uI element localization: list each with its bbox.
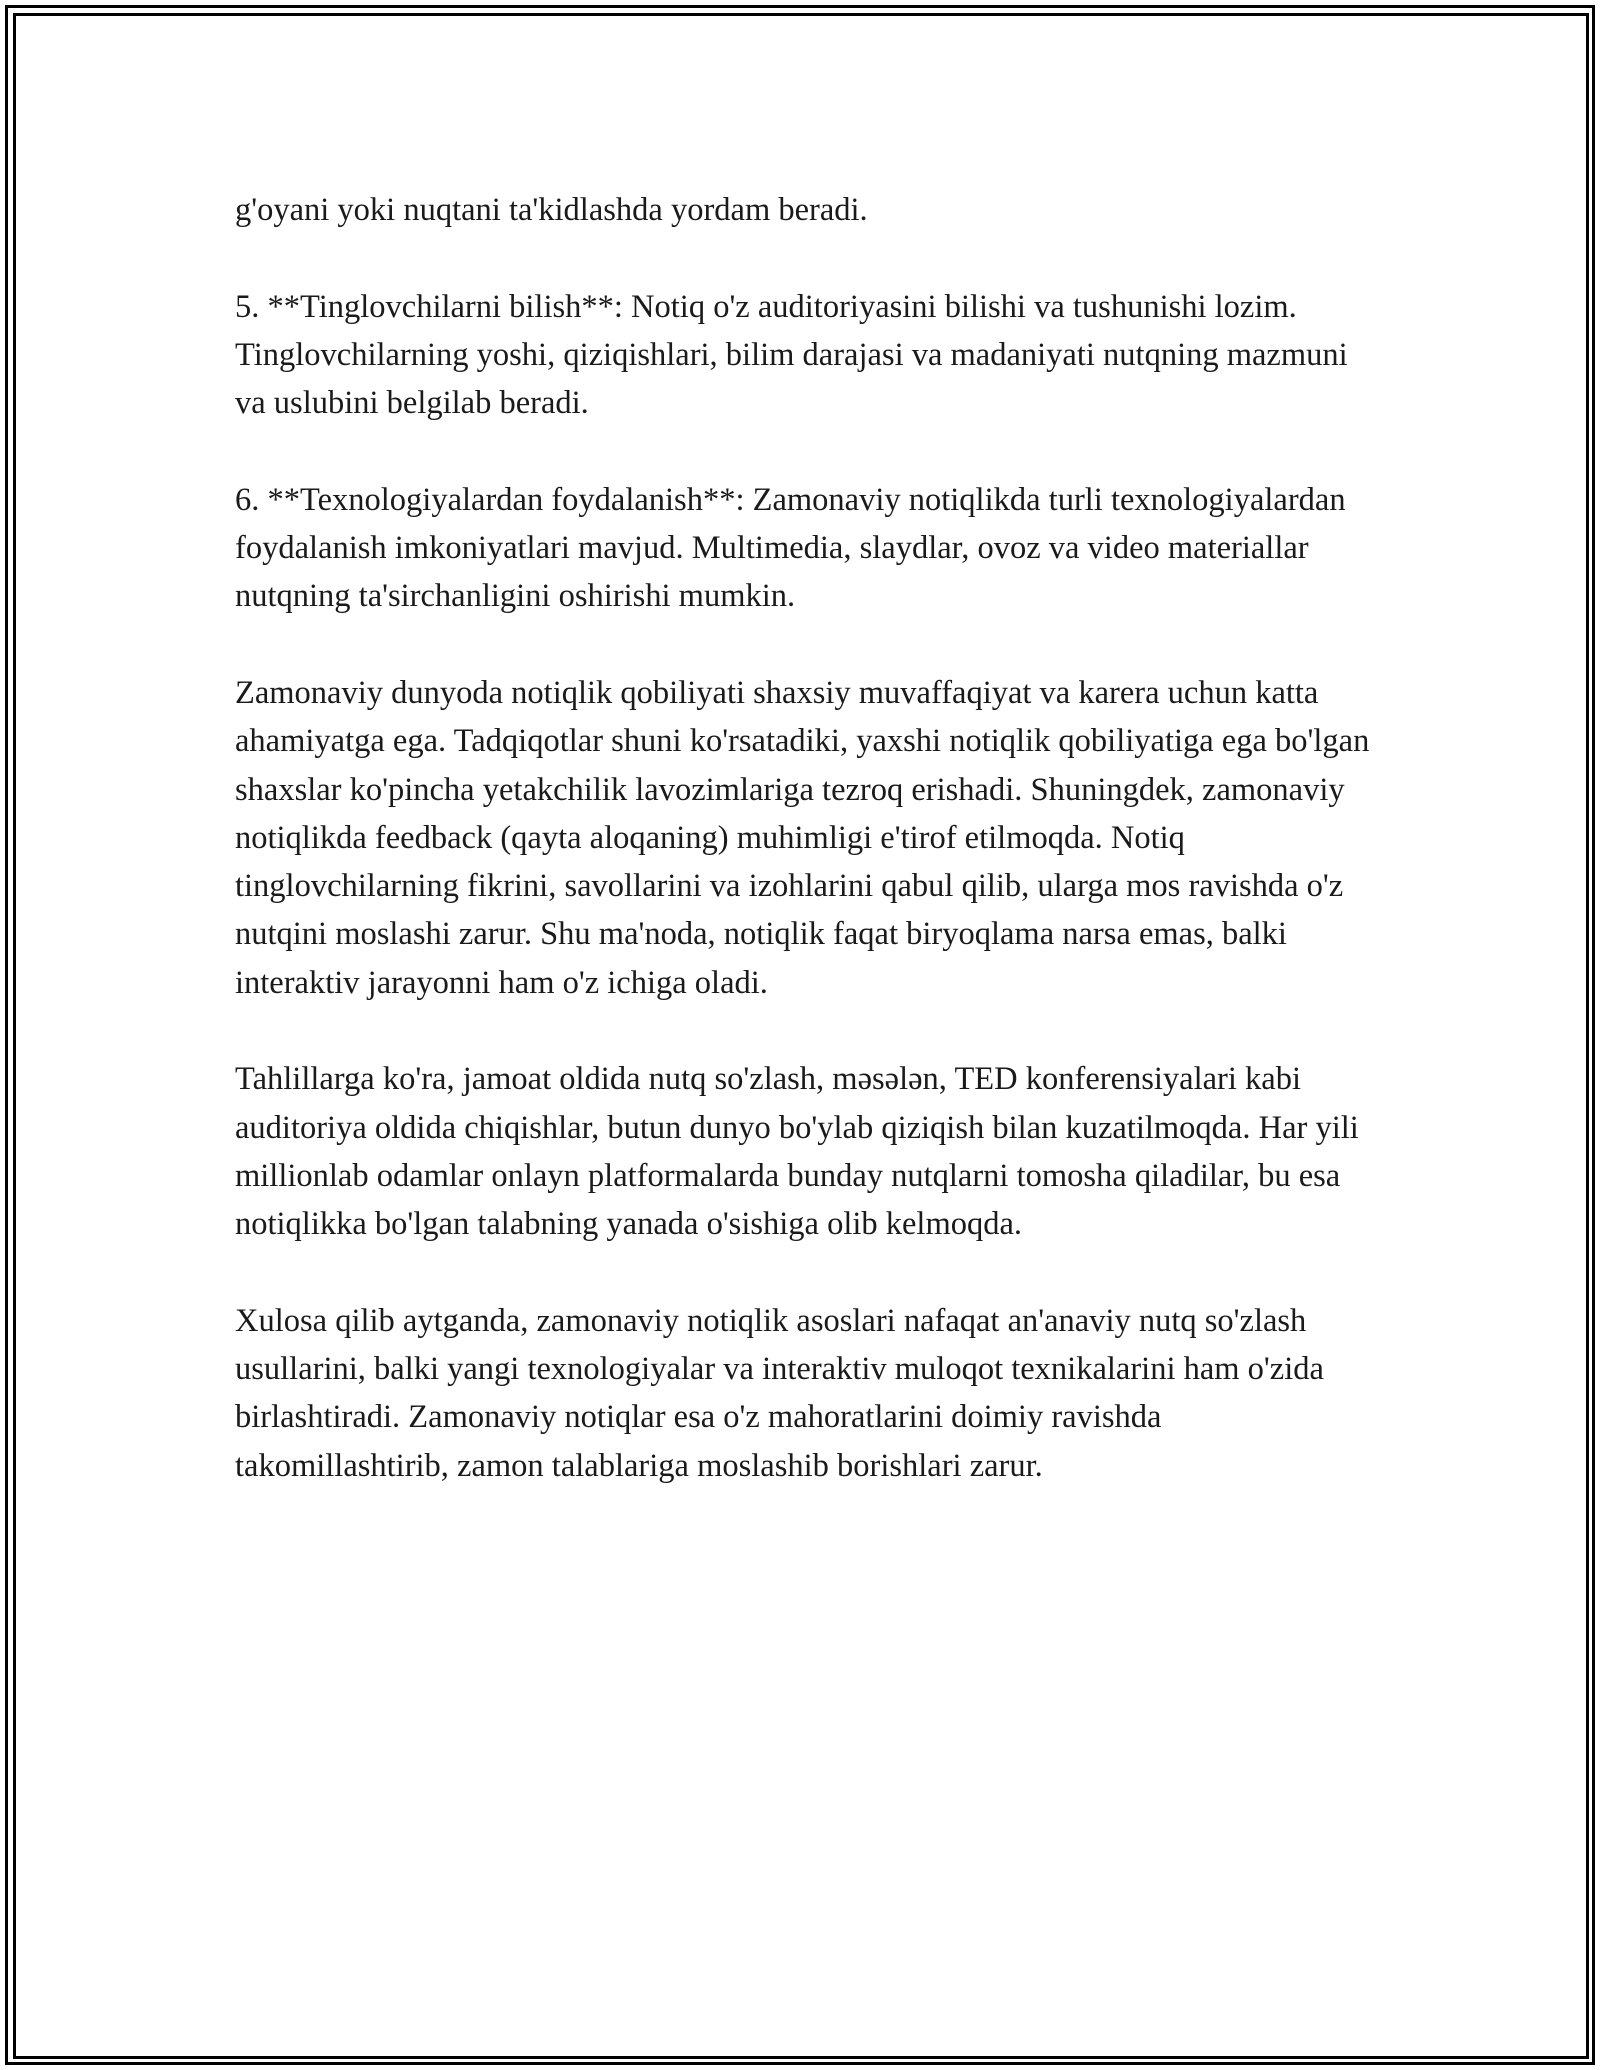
paragraph-conclusion: Xulosa qilib aytganda, zamonaviy notiqlik asoslari nafaqat an'anaviy nutq so'zlash usullarini, balki yangi texnologiyalar va interaktiv muloqot texnikalarini ham o'zida birlashtiradi. Zamonaviy notiqlar esa o'z mahoratlarini doimiy ravishda takomillashtirib, zamon talablariga moslashib borishlari zarur. [235,1302,1324,1484]
paragraph-item-6: 6. **Texnologiyalardan foydalanish**: Zamonaviy notiqlikda turli texnologiyalardan foydalanish imkoniyatlari mavjud. Multimedia, slaydlar, ovoz va video materiallar nutqning ta'sirchanligini oshirishi mumkin. [235,481,1346,615]
paragraph-modern-world: Zamonaviy dunyoda notiqlik qobiliyati shaxsiy muvaffaqiyat va karera uchun katta ahamiyatga ega. Tadqiqotlar shuni ko'rsatadiki, yaxshi notiqlik qobiliyatiga ega bo'lgan shaxslar ko'pincha yetakchilik lavozimlariga tezroq erishadi. Shuningdek, zamonaviy notiqlikda feedback (qayta aloqaning) muhimligi e'tirof etilmoqda. Notiq tinglovchilarning fikrini, savollarini va izohlarini qabul qilib, ularga mos ravishda o'z nutqini moslashi zarur. Shu ma'noda, notiqlik faqat biryoqlama narsa emas, balki interaktiv jarayonni ham o'z ichiga oladi. [235,674,1370,1001]
document-body [235,186,1375,1538]
paragraph-continuation: g'oyani yoki nuqtani ta'kidlashda yordam beradi. [235,192,868,228]
paragraph-item-5: 5. **Tinglovchilarni bilish**: Notiq o'z auditoriyasini bilishi va tushunishi lozim. Tinglovchilarning yoshi, qiziqishlari, bilim darajasi va madaniyati nutqning mazmuni va uslubini belgilab beradi. [235,288,1348,422]
paragraph-analysis: Tahlillarga ko'ra, jamoat oldida nutq so'zlash, məsələn, TED konferensiyalari kabi auditoriya oldida chiqishlar, butun dunyo bo'ylab qiziqish bilan kuzatilmoqda. Har yili millionlab odamlar onlayn platformalarda bunday nutqlarni tomosha qiladilar, bu esa notiqlikka bo'lgan talabning yanada o'sishiga olib kelmoqda. [235,1061,1359,1243]
